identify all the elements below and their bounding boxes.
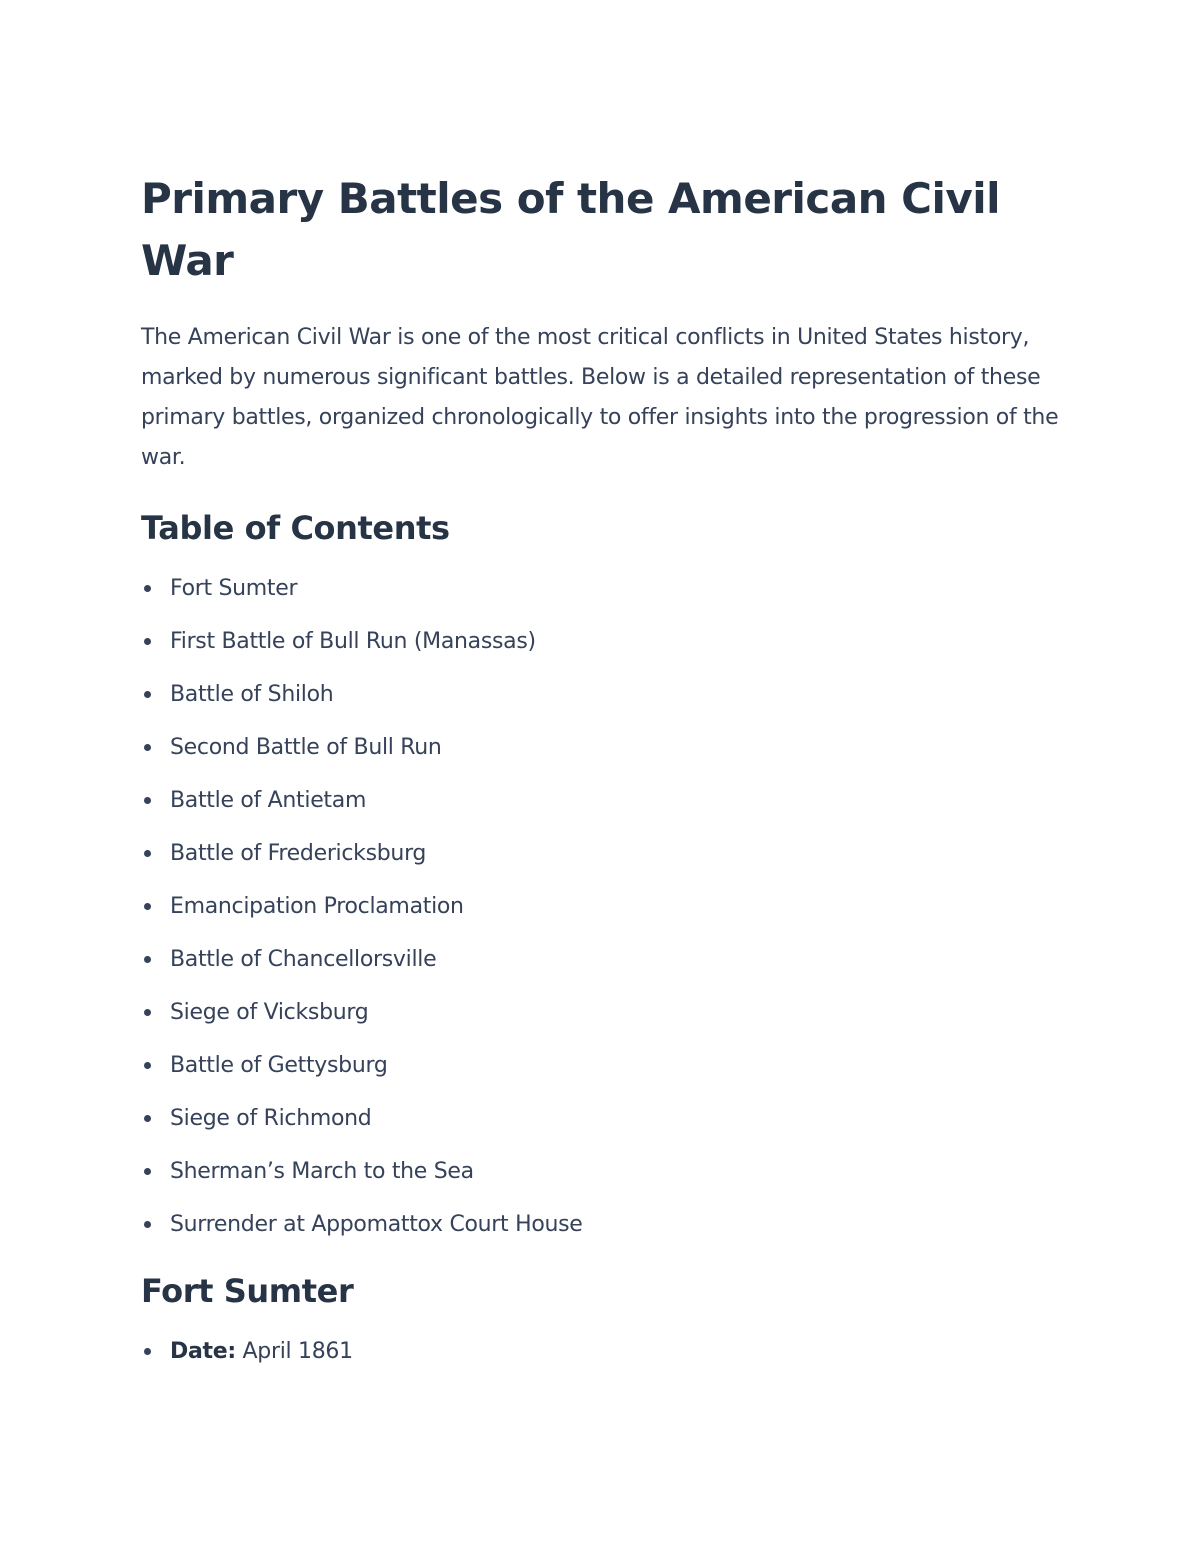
document-title: Primary Battles of the American Civil War [141, 174, 1001, 285]
fort-sumter-date [141, 1325, 1071, 1378]
toc-item-appomattox: Surrender at Appomattox Court House [141, 1198, 1071, 1251]
toc-item-richmond: Siege of Richmond [141, 1092, 1071, 1145]
toc-item-fredericksburg: Battle of Fredericksburg [141, 827, 1071, 880]
date-value: April 1861 [242, 1339, 353, 1364]
toc-heading: Table of Contents [141, 509, 450, 547]
fort-sumter-details [141, 1325, 1071, 1378]
toc-list [141, 562, 1071, 1251]
toc-item-gettysburg: Battle of Gettysburg [141, 1039, 1071, 1092]
toc-item-antietam: Battle of Antietam [141, 774, 1071, 827]
toc-item-sherman-march: Sherman’s March to the Sea [141, 1145, 1071, 1198]
toc-item-fort-sumter: Fort Sumter [141, 562, 1071, 615]
toc-item-second-bull-run: Second Battle of Bull Run [141, 721, 1071, 774]
fort-sumter-heading: Fort Sumter [141, 1272, 354, 1310]
toc-item-vicksburg: Siege of Vicksburg [141, 986, 1071, 1039]
toc-item-first-bull-run: First Battle of Bull Run (Manassas) [141, 615, 1071, 668]
toc-item-shiloh: Battle of Shiloh [141, 668, 1071, 721]
intro-paragraph: The American Civil War is one of the most critical conflicts in United States history, marked by numerous significant battles. Below is a detailed representation of these primary battles, organized chronologically to offer insights into the progression of the war. [141, 325, 1059, 470]
document-page [141, 168, 1071, 1378]
date-label: Date: [170, 1339, 236, 1364]
toc-item-emancipation: Emancipation Proclamation [141, 880, 1071, 933]
toc-item-chancellorsville: Battle of Chancellorsville [141, 933, 1071, 986]
